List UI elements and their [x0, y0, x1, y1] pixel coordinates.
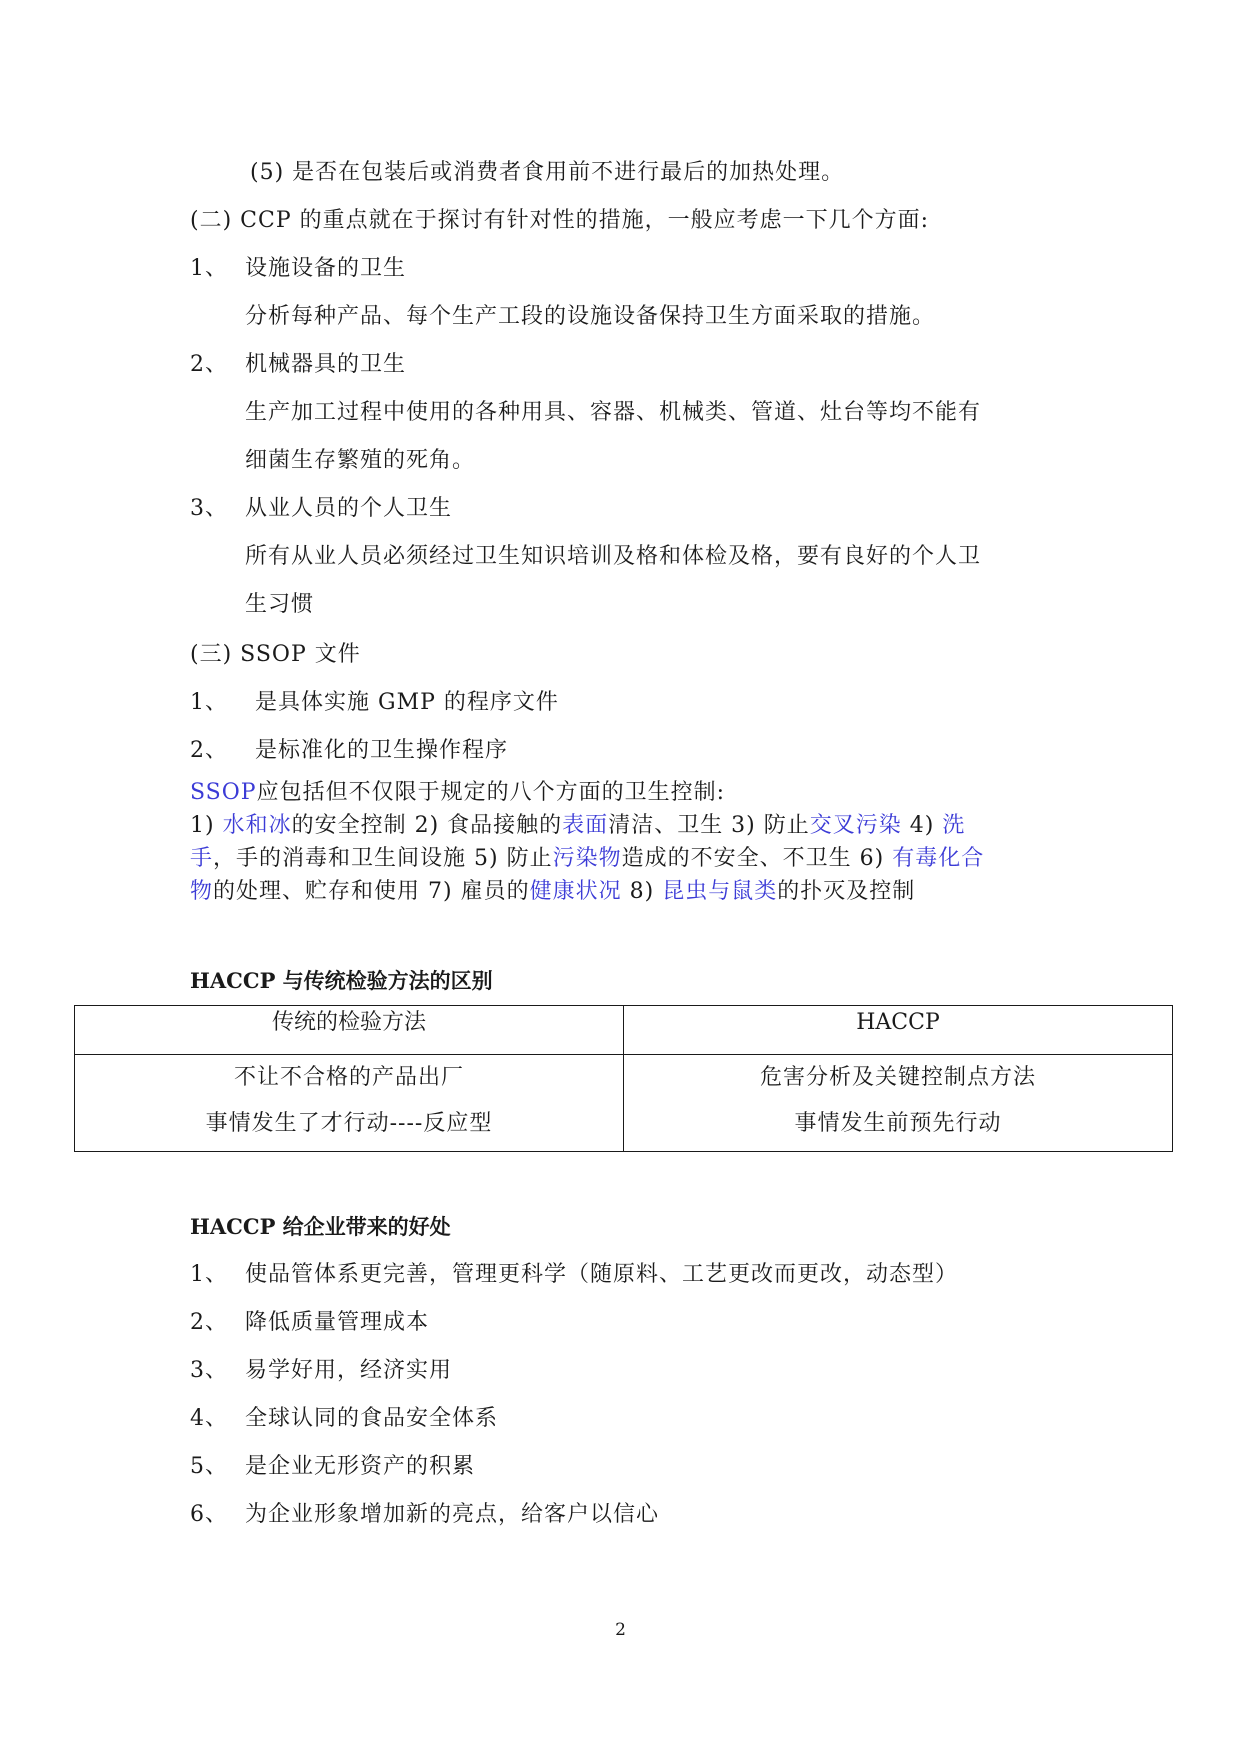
ssop-row-1	[190, 813, 965, 839]
list-text: 易学好用，经济实用	[245, 1358, 453, 1383]
list-text: 是具体实施 GMP 的程序文件	[255, 690, 559, 715]
list-number: 1、	[190, 690, 228, 715]
ssop-intro	[190, 780, 725, 806]
ssop-text: 4)	[901, 813, 943, 838]
list-text: 使品管体系更完善，管理更科学（随原料、工艺更改而更改，动态型）	[245, 1262, 959, 1287]
list-text: 为企业形象增加新的亮点，给客户以信心	[245, 1502, 660, 1527]
section-2-heading: (二) CCP 的重点就在于探讨有针对性的措施，一般应考虑一下几个方面:	[190, 208, 930, 233]
list-number: 3、	[190, 496, 228, 521]
term-link[interactable]: 污染物	[552, 846, 622, 871]
page-number: 2	[615, 1620, 626, 1640]
benefits-heading: HACCP 给企业带来的好处	[190, 1214, 451, 1239]
list-number: 2、	[190, 738, 228, 763]
term-link[interactable]: 洗	[942, 813, 966, 838]
list-number: 4、	[190, 1406, 228, 1431]
paragraph: 所有从业人员必须经过卫生知识培训及格和体检及格，要有良好的个人卫	[245, 544, 982, 569]
ssop-row-3	[190, 879, 915, 905]
ssop-text: 清洁、卫生 3) 防止	[608, 813, 810, 838]
table-cell	[75, 1055, 624, 1152]
comparison-heading: HACCP 与传统检验方法的区别	[190, 968, 493, 993]
ssop-text: ，手的消毒和卫生间设施 5) 防止	[213, 846, 553, 871]
list-text: 从业人员的个人卫生	[245, 496, 453, 521]
term-link[interactable]: 交叉污染	[809, 813, 902, 838]
ssop-link[interactable]: SSOP	[190, 780, 257, 805]
term-link[interactable]: 物	[190, 879, 214, 904]
term-link[interactable]: 手	[190, 846, 214, 871]
table-header-row	[75, 1006, 1173, 1055]
section-3-heading: (三) SSOP 文件	[190, 642, 361, 667]
cell-line: 危害分析及关键控制点方法	[759, 1065, 1036, 1090]
ssop-text: 的安全控制 2) 食品接触的	[291, 813, 563, 838]
cell-line: 事情发生前预先行动	[794, 1111, 1002, 1136]
list-number: 1、	[190, 1262, 228, 1287]
paragraph: 生产加工过程中使用的各种用具、容器、机械类、管道、灶台等均不能有	[245, 400, 982, 425]
term-link[interactable]: 有毒化合	[892, 846, 985, 871]
list-text: 是标准化的卫生操作程序	[255, 738, 509, 763]
ssop-text: 1)	[190, 813, 223, 838]
list-number: 2、	[190, 1310, 228, 1335]
ssop-text: 8)	[621, 879, 663, 904]
ssop-text: 的扑灭及控制	[777, 879, 916, 904]
item-5-line: (5) 是否在包装后或消费者食用前不进行最后的加热处理。	[250, 160, 845, 185]
paragraph: 细菌生存繁殖的死角。	[245, 448, 476, 473]
ssop-text: 的处理、贮存和使用 7) 雇员的	[213, 879, 530, 904]
list-number: 1、	[190, 256, 228, 281]
table-header-cell: HACCP	[624, 1006, 1173, 1055]
list-text: 机械器具的卫生	[245, 352, 407, 377]
list-number: 6、	[190, 1502, 228, 1527]
comparison-table	[74, 1005, 1173, 1152]
table-row	[75, 1055, 1173, 1152]
cell-line: 不让不合格的产品出厂	[233, 1065, 464, 1090]
list-text: 是企业无形资产的积累	[245, 1454, 476, 1479]
table-header-cell: 传统的检验方法	[75, 1006, 624, 1055]
table-cell	[624, 1055, 1173, 1152]
list-number: 2、	[190, 352, 228, 377]
list-number: 5、	[190, 1454, 228, 1479]
list-text: 设施设备的卫生	[245, 256, 407, 281]
term-link[interactable]: 表面	[562, 813, 609, 838]
ssop-intro-text: 应包括但不仅限于规定的八个方面的卫生控制:	[256, 780, 726, 805]
cell-line: 事情发生了才行动----反应型	[205, 1111, 493, 1136]
list-text: 全球认同的食品安全体系	[245, 1406, 499, 1431]
ssop-row-2	[190, 846, 984, 872]
paragraph: 分析每种产品、每个生产工段的设施设备保持卫生方面采取的措施。	[245, 304, 936, 329]
paragraph: 生习惯	[245, 592, 315, 617]
term-link[interactable]: 昆虫与鼠类	[662, 879, 778, 904]
term-link[interactable]: 水和冰	[222, 813, 292, 838]
ssop-text: 造成的不安全、不卫生 6)	[621, 846, 893, 871]
list-text: 降低质量管理成本	[245, 1310, 430, 1335]
term-link[interactable]: 健康状况	[529, 879, 622, 904]
list-number: 3、	[190, 1358, 228, 1383]
